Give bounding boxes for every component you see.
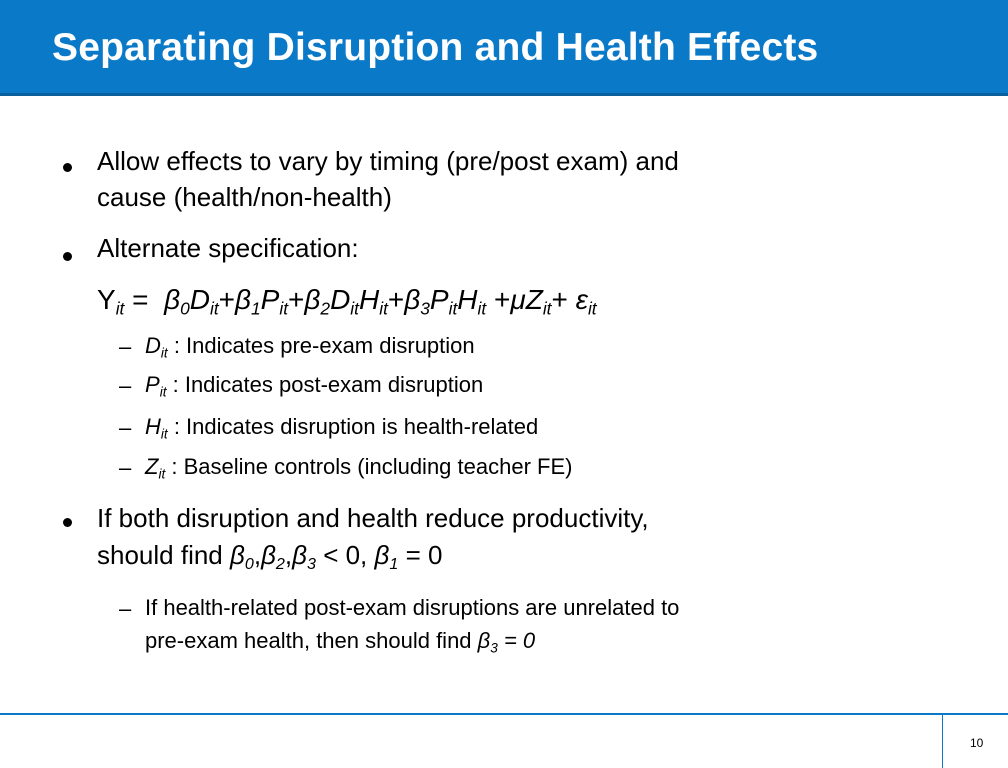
specification-equation: $Y_{it} = \beta_0D_{it}+\beta_1P_{it}+\beta_2D_{it}H_{it}+\beta_3P_{it}H_{it} +\mu Z_{it}+ \varepsilon_{it}$ xyxy=(97,284,597,319)
bullet-1-line-1: Allow effects to vary by timing (pre/post exam) and xyxy=(97,146,679,176)
sub-item-condition-line-2: pre-exam health, then should find $\beta_3 = 0$ xyxy=(145,628,536,656)
bullet-dot xyxy=(63,252,72,261)
bullet-3-line-1: If both disruption and health reduce productivity, xyxy=(97,503,649,533)
dash-marker: – xyxy=(119,596,132,621)
page-number: 10 xyxy=(970,736,984,750)
bullet-2: Alternate specification: xyxy=(97,233,359,263)
bullet-1-line-2: cause (health/non-health) xyxy=(97,182,392,212)
sub-item-z: $Z_{it}$ : Baseline controls (including teacher FE) xyxy=(145,454,573,482)
footer-divider xyxy=(942,715,943,768)
sub-item-condition-line-1: If health-related post-exam disruptions are unrelated to xyxy=(145,595,680,620)
dash-marker: – xyxy=(119,415,132,440)
dash-marker: – xyxy=(119,373,132,398)
sub-item-p: $P_{it}$ : Indicates post-exam disruption xyxy=(145,372,484,400)
sub-item-d: $D_{it}$ : Indicates pre-exam disruption xyxy=(145,333,475,361)
bullet-dot xyxy=(63,518,72,527)
sub-item-h: $H_{it}$ : Indicates disruption is health-related xyxy=(145,414,539,442)
dash-marker: – xyxy=(119,334,132,359)
bullet-3-line-2: should find $\beta_0,\beta_2,\beta_3 < 0$, $\beta_1 = 0$ xyxy=(97,540,443,574)
dash-marker: – xyxy=(119,455,132,480)
slide-title: Separating Disruption and Health Effects xyxy=(52,26,819,69)
footer-rule xyxy=(0,713,1008,715)
bullet-dot xyxy=(63,163,72,172)
